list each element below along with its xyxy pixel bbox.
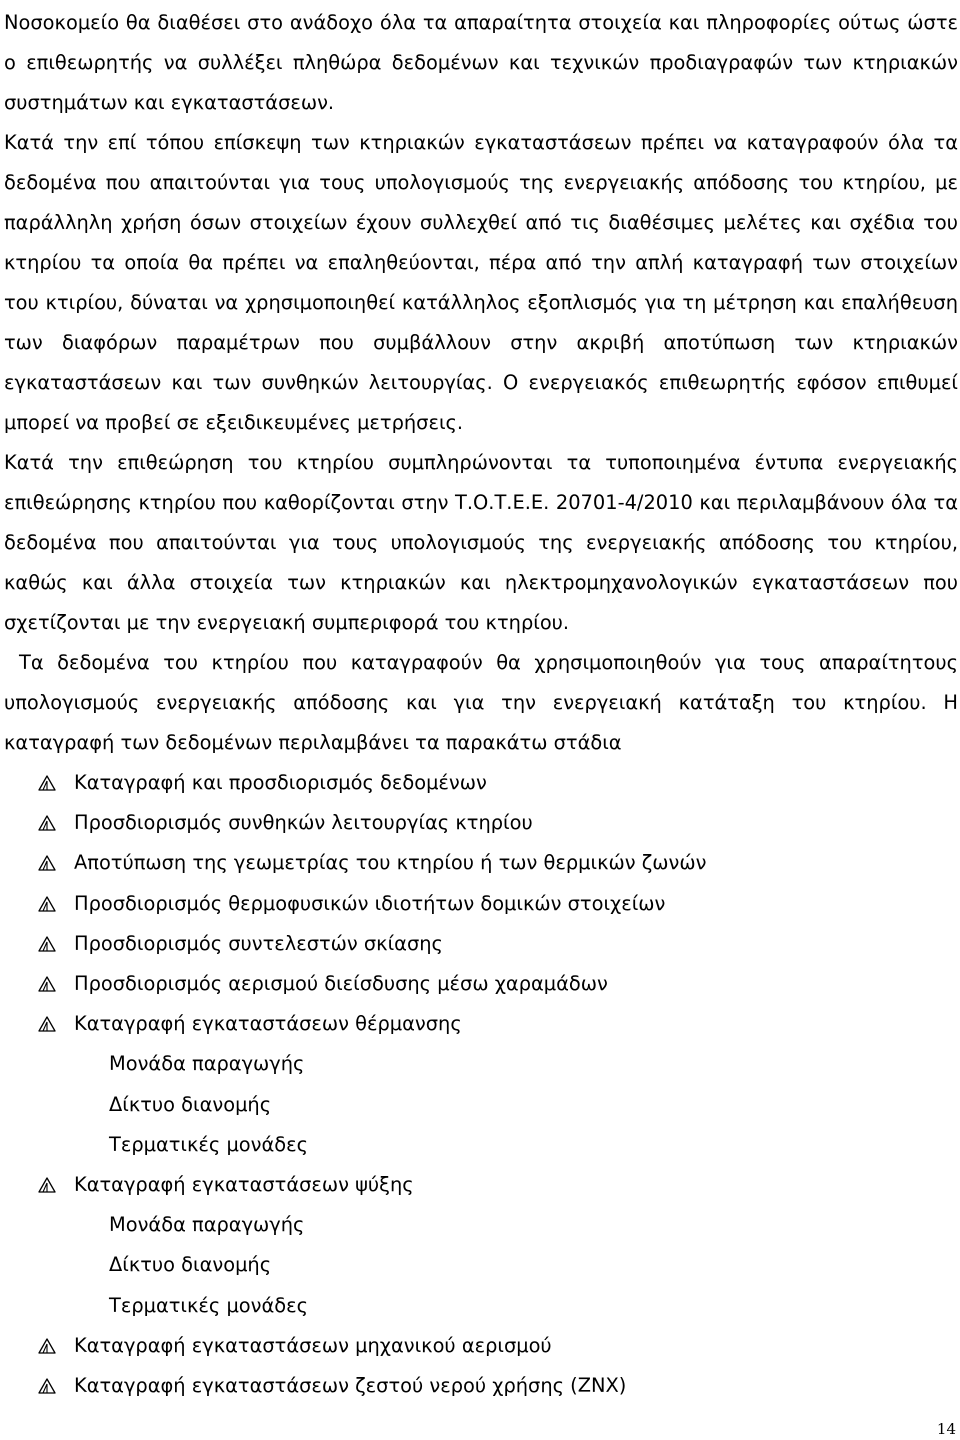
stage-item bbox=[4, 763, 958, 803]
stage-item bbox=[4, 1004, 958, 1165]
triangle-bullet-icon bbox=[38, 1177, 56, 1193]
stage-label: Προσδιορισμός συνθηκών λειτουργίας κτηρίου bbox=[74, 811, 533, 835]
triangle-bullet-icon bbox=[38, 815, 56, 831]
stage-item bbox=[4, 924, 958, 964]
stages-list bbox=[4, 763, 958, 1406]
triangle-bullet-icon bbox=[38, 976, 56, 992]
stage-label: Προσδιορισμός αερισμού διείσδυσης μέσω χαραμάδων bbox=[74, 972, 608, 996]
triangle-bullet-icon bbox=[38, 896, 56, 912]
paragraph-intro: Νοσοκομείο θα διαθέσει στο ανάδοχο όλα τα απαραίτητα στοιχεία και πληροφορίες ούτως ώστε ο επιθεωρητής να συλλέξει πληθώρα δεδομένων και τεχνικών προδιαγραφών των κτηριακών συστημάτων και εγκαταστάσεων. bbox=[4, 11, 958, 114]
document-body bbox=[4, 3, 958, 1406]
stage-label: Καταγραφή εγκαταστάσεων μηχανικού αερισμού bbox=[74, 1333, 552, 1357]
stage-item bbox=[4, 1326, 958, 1366]
stage-sub-list bbox=[74, 1205, 958, 1326]
stage-item bbox=[4, 843, 958, 883]
paragraph-inspection-forms: Κατά την επιθεώρηση του κτηρίου συμπληρώνονται τα τυποποιημένα έντυπα ενεργειακής επιθεώρησης κτηρίου που καθορίζονται στην Τ.Ο.Τ.Ε.Ε. 20701-4/2010 και περιλαμβάνουν όλα τα δεδομένα που απαιτούνται για τους υπολογισμούς της ενεργειακής απόδοσης του κτηρίου, καθώς και άλλα στοιχεία των κτηριακών και ηλεκτρομηχανολογικών εγκαταστάσεων που σχετίζονται με την ενεργειακή συμπεριφορά του κτηρίου. bbox=[4, 451, 958, 634]
triangle-bullet-icon bbox=[38, 1338, 56, 1354]
stage-sub-item: Τερματικές μονάδες bbox=[109, 1132, 308, 1156]
stage-sub-item: Τερματικές μονάδες bbox=[109, 1293, 308, 1317]
stage-sub-item: Μονάδα παραγωγής bbox=[109, 1052, 305, 1076]
stage-sub-list bbox=[74, 1044, 958, 1165]
stage-label: Προσδιορισμός θερμοφυσικών ιδιοτήτων δομικών στοιχείων bbox=[74, 891, 666, 915]
stage-label: Καταγραφή εγκαταστάσεων ζεστού νερού χρήσης (ΖΝΧ) bbox=[74, 1374, 627, 1398]
stage-sub-item: Δίκτυο διανομής bbox=[109, 1092, 272, 1116]
stage-label: Αποτύπωση της γεωμετρίας του κτηρίου ή των θερμικών ζωνών bbox=[74, 851, 707, 875]
stage-label: Καταγραφή εγκαταστάσεων θέρμανσης bbox=[74, 1012, 462, 1036]
stage-item bbox=[4, 964, 958, 1004]
paragraph-data-usage: Τα δεδομένα του κτηρίου που καταγραφούν θα χρησιμοποιηθούν για τους απαραίτητους υπολογισμούς ενεργειακής απόδοσης και για την ενεργειακή κατάταξη του κτηρίου. Η καταγραφή των δεδομένων περιλαμβάνει τα παρακάτω στάδια bbox=[4, 651, 958, 754]
stage-sub-item: Δίκτυο διανομής bbox=[109, 1253, 272, 1277]
stage-label: Καταγραφή εγκαταστάσεων ψύξης bbox=[74, 1173, 414, 1197]
stage-item bbox=[4, 1165, 958, 1326]
triangle-bullet-icon bbox=[38, 775, 56, 791]
stage-sub-item: Μονάδα παραγωγής bbox=[109, 1213, 305, 1237]
triangle-bullet-icon bbox=[38, 855, 56, 871]
stage-label: Προσδιορισμός συντελεστών σκίασης bbox=[74, 931, 443, 955]
stage-item bbox=[4, 1366, 958, 1406]
triangle-bullet-icon bbox=[38, 1378, 56, 1394]
triangle-bullet-icon bbox=[38, 1016, 56, 1032]
page-number: 14 bbox=[936, 1420, 956, 1438]
stage-item bbox=[4, 803, 958, 843]
stage-label: Καταγραφή και προσδιορισμός δεδομένων bbox=[74, 771, 487, 794]
paragraph-site-visit: Κατά την επί τόπου επίσκεψη των κτηριακών εγκαταστάσεων πρέπει να καταγραφούν όλα τα δεδομένα που απαιτούνται για τους υπολογισμούς της ενεργειακής απόδοσης του κτηρίου, με παράλληλη χρήση όσων στοιχείων έχουν συλλεχθεί από τις διαθέσιμες μελέτες και σχέδια του κτηρίου τα οποία θα πρέπει να επαληθεύονται, πέρα από την απλή καταγραφή των στοιχείων του κτιρίου, δύναται να χρησιμοποιηθεί κατάλληλος εξοπλισμός για τη μέτρηση και επαλήθευση των διαφόρων παραμέτρων που συμβάλλουν στην ακριβή αποτύπωση των κτηριακών εγκαταστάσεων και των συνθηκών λειτουργίας. Ο ενεργειακός επιθεωρητής εφόσον επιθυμεί μπορεί να προβεί σε εξειδικευμένες μετρήσεις. bbox=[4, 131, 958, 434]
stage-item bbox=[4, 884, 958, 924]
triangle-bullet-icon bbox=[38, 936, 56, 952]
